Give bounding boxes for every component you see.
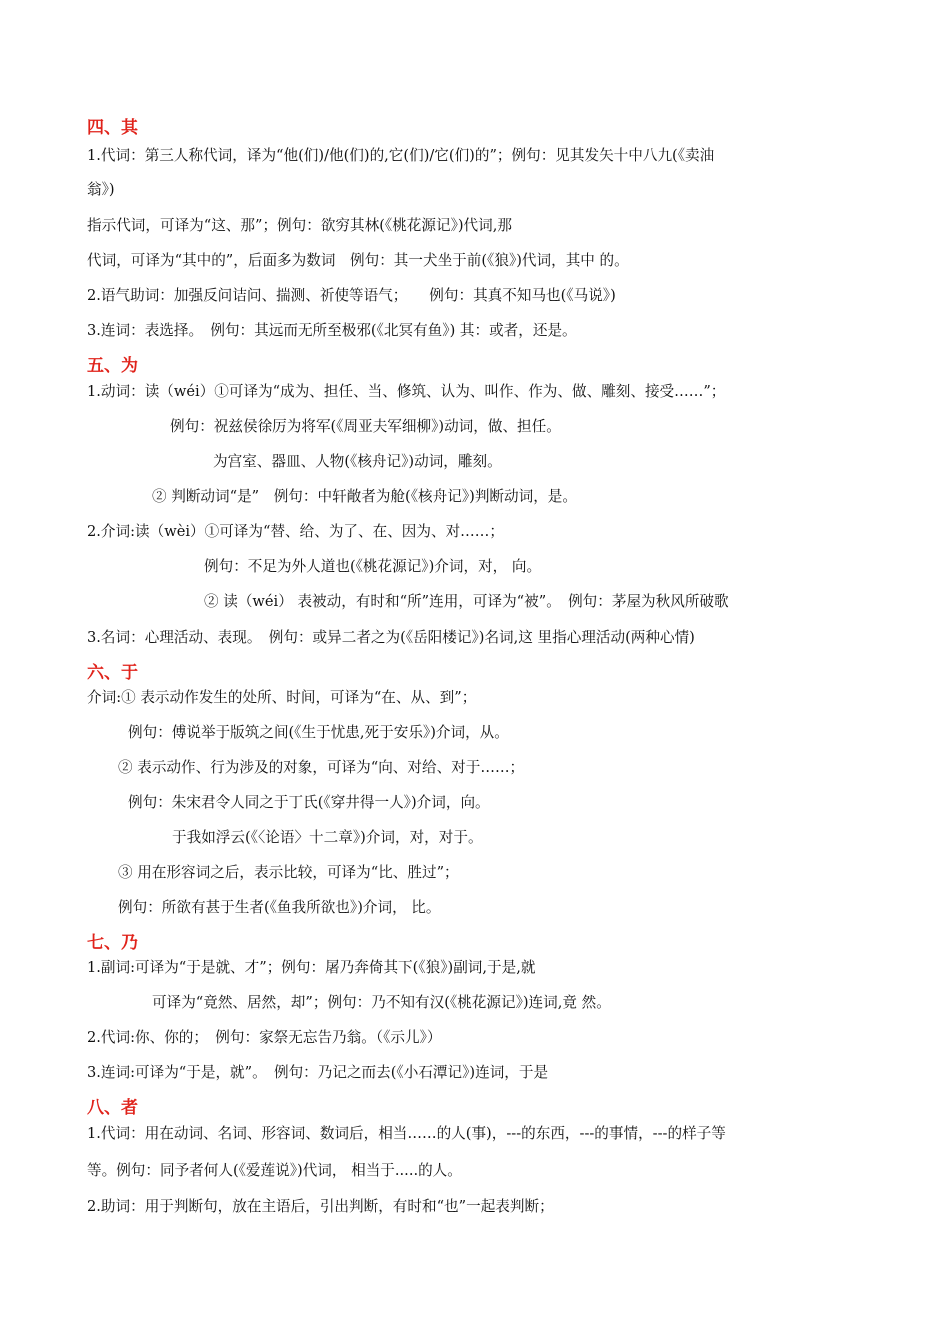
text-line: 2.语气助词：加强反问诘问、揣测、祈使等语气； 例句：其真不知马也(《马说》) — [87, 287, 616, 304]
section-heading-zhe: 八、者 — [87, 1098, 138, 1118]
text-line: ② 表示动作、行为涉及的对象，可译为“向、对给、对于……； — [118, 759, 525, 776]
text-line: 为宫室、器皿、人物(《核舟记》)动词，雕刻。 — [213, 453, 502, 470]
text-line: 翁》) — [87, 181, 115, 198]
text-line: 2.代词:你、你的； 例句：家祭无忘告乃翁。（《示儿》） — [87, 1029, 442, 1046]
text-line: 例句：不足为外人道也(《桃花源记》)介词，对， 向。 — [204, 558, 542, 575]
text-line: 2.介词:读（wèi）①可译为“替、给、为了、在、因为、对……； — [87, 523, 504, 540]
text-line: ② 读（wéi） 表被动，有时和“所”连用，可译为“被”。 例句：茅屋为秋风所破歌 — [204, 593, 729, 610]
text-line: 1.代词：用在动词、名词、形容词、数词后，相当……的人(事)，---的东西，---的事情，---的样子等 — [87, 1125, 726, 1142]
text-line: 等。例句：同予者何人(《爱莲说》)代词， 相当于.....的人。 — [87, 1162, 462, 1179]
text-line: 1.动词：读（wéi）①可译为“成为、担任、当、修筑、认为、叫作、作为、做、雕刻、接受……”； — [87, 383, 726, 400]
text-line: 3.连词：表选择。 例句：其远而无所至极邪(《北冥有鱼》) 其：或者，还是。 — [87, 322, 577, 339]
text-line: 指示代词，可译为“这、那”；例句：欲穷其林(《桃花源记》)代词,那 — [87, 217, 512, 234]
text-line: 1.副词:可译为“于是就、才”；例句：屠乃奔倚其下(《狼》)副词,于是,就 — [87, 959, 536, 976]
text-line: 例句：朱宋君令人同之于丁氏(《穿井得一人》)介词，向。 — [128, 794, 490, 811]
section-heading-nai: 七、乃 — [87, 933, 138, 953]
text-line: 例句：傅说举于版筑之间(《生于忧患,死于安乐》)介词，从。 — [128, 724, 509, 741]
text-line: ② 判断动词“是” 例句：中轩敞者为舱(《核舟记》)判断动词，是。 — [152, 488, 577, 505]
text-line: 3.名词：心理活动、表现。 例句：或异二者之为(《岳阳楼记》)名词,这 里指心理活动(两种心情) — [87, 629, 695, 646]
section-heading-qi: 四、其 — [87, 118, 138, 138]
text-line: 于我如浮云(《〈论语〉十二章》)介词，对，对于。 — [172, 829, 483, 846]
section-heading-wei: 五、为 — [87, 356, 138, 376]
text-line: 3.连词:可译为“于是，就”。 例句：乃记之而去(《小石潭记》)连词，于是 — [87, 1064, 549, 1081]
text-line: ③ 用在形容词之后，表示比较，可译为“比、胜过”； — [118, 864, 459, 881]
text-line: 2.助词：用于判断句，放在主语后，引出判断，有时和“也”一起表判断； — [87, 1198, 554, 1215]
text-line: 例句：所欲有甚于生者(《鱼我所欲也》)介词， 比。 — [118, 899, 441, 916]
text-line: 介词:① 表示动作发生的处所、时间，可译为“在、从、到”； — [87, 689, 477, 706]
text-line: 可译为“竟然、居然，却”；例句：乃不知有汉(《桃花源记》)连词,竟 然。 — [152, 994, 611, 1011]
section-heading-yu: 六、于 — [87, 663, 138, 683]
text-line: 1.代词：第三人称代词，译为“他(们)/他(们)的,它(们)/它(们)的”；例句：见其发矢十中八九(《卖油 — [87, 147, 715, 164]
text-line: 例句：祝兹侯徐厉为将军(《周亚夫军细柳》)动词，做、担任。 — [170, 418, 561, 435]
text-line: 代词，可译为“其中的”，后面多为数词 例句：其一犬坐于前(《狼》)代词，其中 的。 — [87, 252, 629, 269]
